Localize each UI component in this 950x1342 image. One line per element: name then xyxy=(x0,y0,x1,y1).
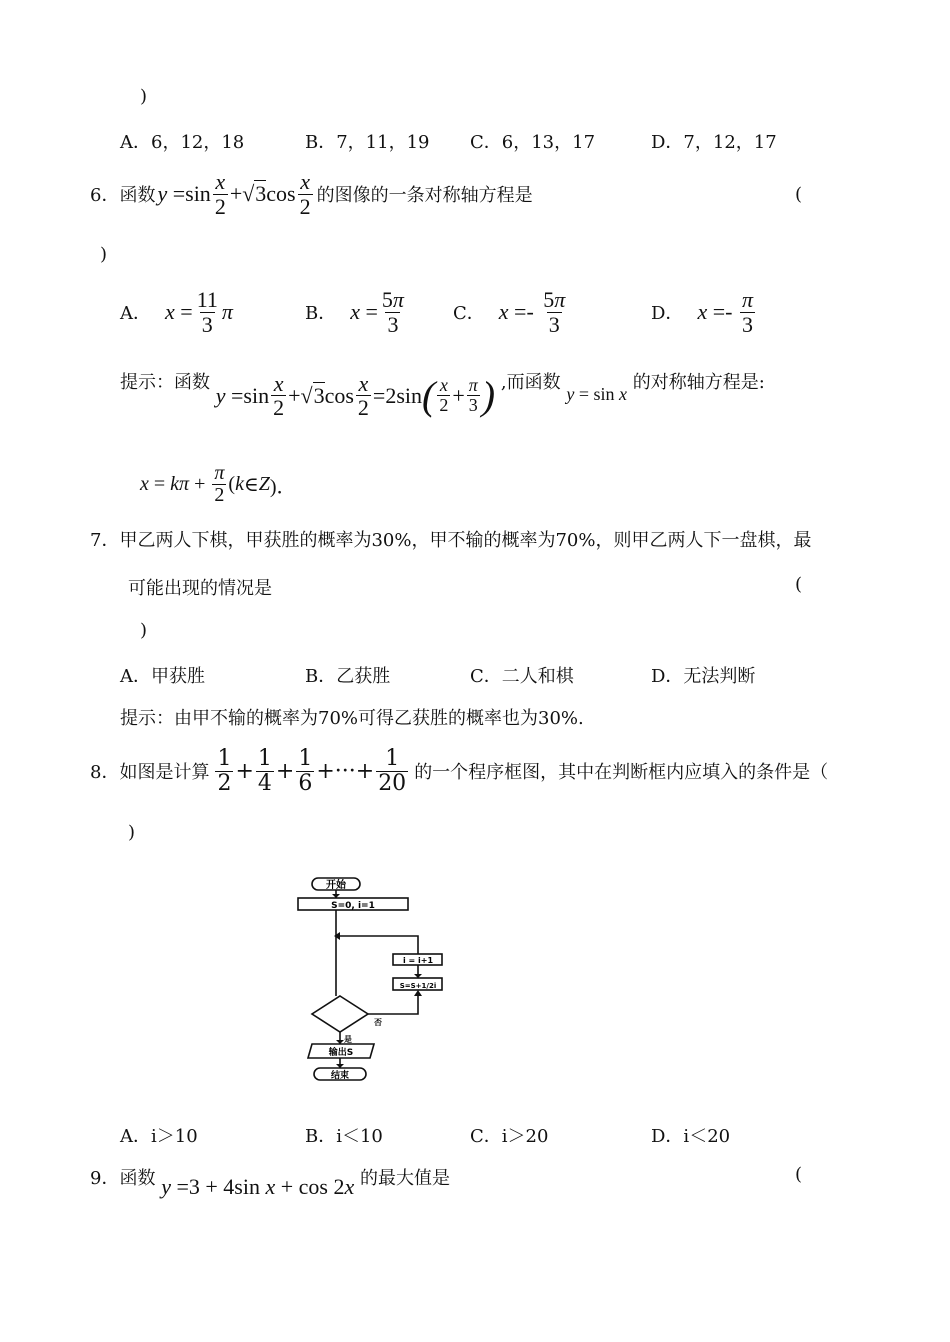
q5-option-d[interactable]: D．7，12，17 xyxy=(651,132,777,153)
q6-pre: 函数 xyxy=(119,185,156,206)
q6-hint xyxy=(120,368,765,430)
q6-formula: y =sin $\frac{x}{2}$ +√3cos $\frac{x}{2}$ xyxy=(157,169,311,219)
flow-yes-label: 是 xyxy=(344,1035,352,1044)
q6-close-paren: ) xyxy=(100,244,108,265)
q6-number: 6． xyxy=(90,185,120,206)
q7-hint: 提示：由甲不输的概率为70%可得乙获胜的概率也为30%. xyxy=(120,708,584,729)
q6-option-d[interactable]: D． x =- $\frac{\pi}{3}$ xyxy=(651,287,753,337)
q5-option-a[interactable]: A．6，12，18 xyxy=(120,132,245,153)
q8-series: $\frac{1}{2}$ + $\frac{1}{4}$ + $\frac{1}{6}$ +···+ $\frac{1}{20}$ xyxy=(217,746,407,796)
q8-flowchart xyxy=(290,870,450,1085)
flow-sum-label: S=S+1/2i xyxy=(399,982,437,990)
q7-option-a[interactable]: A．甲获胜 xyxy=(120,666,205,687)
q6-option-a[interactable]: A． x = $\frac{11}{3}$ π xyxy=(120,287,233,337)
q9-open-paren: ( xyxy=(795,1164,803,1185)
q6-hint-post: 的对称轴方程是: xyxy=(632,372,765,393)
flow-inc-label: i = i+1 xyxy=(402,956,434,965)
q9-number: 9． xyxy=(90,1168,120,1189)
option-letter: D． xyxy=(651,303,684,324)
q7-open-paren: ( xyxy=(795,574,803,595)
q8-option-a[interactable]: A．i＞10 xyxy=(120,1126,198,1147)
q7-line2: 可能出现的情况是 xyxy=(128,578,272,599)
q9-formula: y =3 + 4sin x + cos 2x xyxy=(161,1174,355,1199)
flow-end-label: 结束 xyxy=(330,1071,350,1081)
q6-hint-formula: y =sin $\frac{x}{2}$ +√3cos $\frac{x}{2}$ =2sin ( $\frac{x}{2}$ + $\frac{\pi}{3}$ ) xyxy=(215,371,496,421)
option-letter: C． xyxy=(453,303,485,324)
q7-close-paren: ) xyxy=(140,620,148,641)
q5-option-c[interactable]: C．6，13，17 xyxy=(470,132,596,153)
q6-stem xyxy=(90,166,533,222)
q7-option-c[interactable]: C．二人和棋 xyxy=(470,666,574,687)
q6-option-c[interactable]: C． x =- $\frac{5\pi}{3}$ xyxy=(453,287,566,337)
q5-close-paren: ) xyxy=(140,86,148,107)
q8-number: 8． xyxy=(90,762,120,783)
q7-option-b[interactable]: B．乙获胜 xyxy=(305,666,391,687)
q5-option-b[interactable]: B．7，11，19 xyxy=(305,132,430,153)
option-letter: B． xyxy=(305,303,337,324)
q6-hint-func: y = sin x xyxy=(566,384,627,404)
q8-option-c[interactable]: C．i＞20 xyxy=(470,1126,549,1147)
q7-option-d[interactable]: D．无法判断 xyxy=(651,666,756,687)
q6-open-paren: ( xyxy=(795,184,803,205)
q6-hint-axis-formula: x = kπ + $\frac{\pi}{2}$ ( k ∈ Z )． xyxy=(140,461,297,506)
flow-init-label: S=0, i=1 xyxy=(331,901,375,911)
q9-pre: 函数 xyxy=(119,1168,156,1189)
q8-close-paren: ) xyxy=(128,822,136,843)
q8-stem xyxy=(90,742,828,800)
q8-pre: 如图是计算 xyxy=(119,762,210,783)
flow-start-label: 开始 xyxy=(326,880,346,891)
q8-post: 的一个程序框图，其中在判断框内应填入的条件是（ xyxy=(414,762,829,783)
q6-hint-label: 提示：函数 xyxy=(120,372,210,393)
q6-post: 的图像的一条对称轴方程是 xyxy=(316,185,533,206)
q8-option-d[interactable]: D．i＜20 xyxy=(651,1126,731,1147)
q9-post: 的最大值是 xyxy=(359,1168,450,1189)
q8-option-b[interactable]: B．i＜10 xyxy=(305,1126,383,1147)
q6-option-b[interactable]: B． x = $\frac{5\pi}{3}$ xyxy=(305,287,404,337)
flow-decision-diamond xyxy=(312,996,368,1032)
flow-no-label: 否 xyxy=(374,1018,382,1027)
option-letter: A． xyxy=(120,303,151,324)
q9-stem xyxy=(90,1164,450,1200)
q6-hint-mid: ,而函数 xyxy=(500,372,561,393)
flow-output-label: 输出S xyxy=(328,1048,354,1058)
q7-line1: 7．甲乙两人下棋，甲获胜的概率为30%，甲不输的概率为70%，则甲乙两人下一盘棋，最 xyxy=(90,530,812,551)
